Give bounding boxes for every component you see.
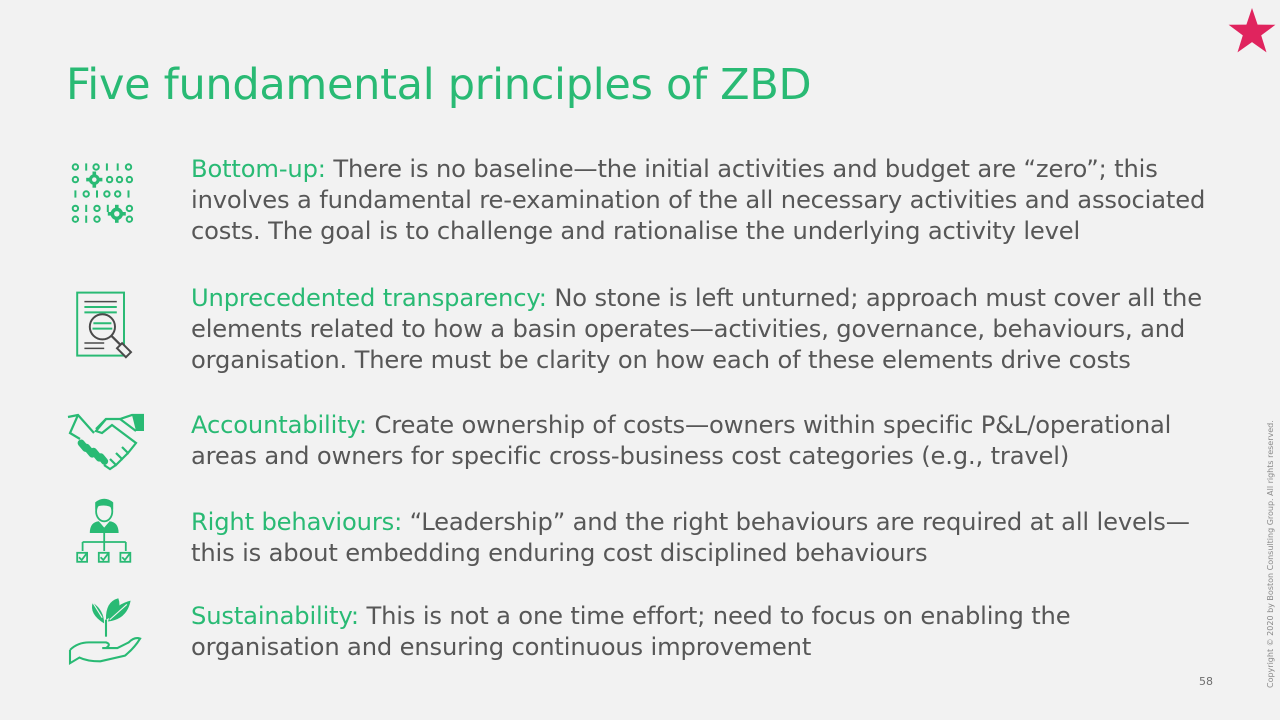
principle-text	[191, 283, 1221, 376]
handshake-icon	[66, 409, 146, 481]
principle-heading: Accountability:	[191, 411, 367, 439]
copyright-notice: Copyright © 2020 by Boston Consulting Group. All rights reserved.	[1266, 420, 1275, 688]
principle-text	[191, 154, 1221, 247]
leader-hierarchy-icon	[66, 497, 146, 569]
principle-body: Create ownership of costs—owners within specific P&L/operational areas and owners for specific cross-business cost categories (e.g., travel)	[191, 411, 1172, 470]
principle-text	[191, 410, 1221, 472]
principle-body: This is not a one time effort; need to focus on enabling the organisation and ensuring continuous improvement	[191, 602, 1071, 661]
principle-text	[191, 507, 1221, 569]
principle-text	[191, 601, 1221, 663]
principle-heading: Sustainability:	[191, 602, 359, 630]
principle-body: “Leadership” and the right behaviours are required at all levels—this is about embedding enduring cost disciplined behaviours	[191, 508, 1190, 567]
page-title: Five fundamental principles of ZBD	[66, 60, 812, 110]
principle-heading: Right behaviours:	[191, 508, 403, 536]
document-magnifier-icon	[66, 289, 146, 361]
star-logo-icon	[1228, 8, 1276, 54]
principle-body: There is no baseline—the initial activities and budget are “zero”; this involves a fundamental re-examination of the all necessary activities and associated costs. The goal is to challenge and rationalise the underlying activity level	[191, 155, 1206, 245]
page-number: 58	[1199, 675, 1213, 688]
principle-heading: Unprecedented transparency:	[191, 284, 547, 312]
binary-gears-icon	[66, 158, 146, 230]
principle-heading: Bottom-up:	[191, 155, 326, 183]
principle-body: No stone is left unturned; approach must cover all the elements related to how a basin operates—activities, governance, behaviours, and organisation. There must be clarity on how each of these elements drive costs	[191, 284, 1202, 374]
hand-sprout-icon	[66, 595, 146, 667]
